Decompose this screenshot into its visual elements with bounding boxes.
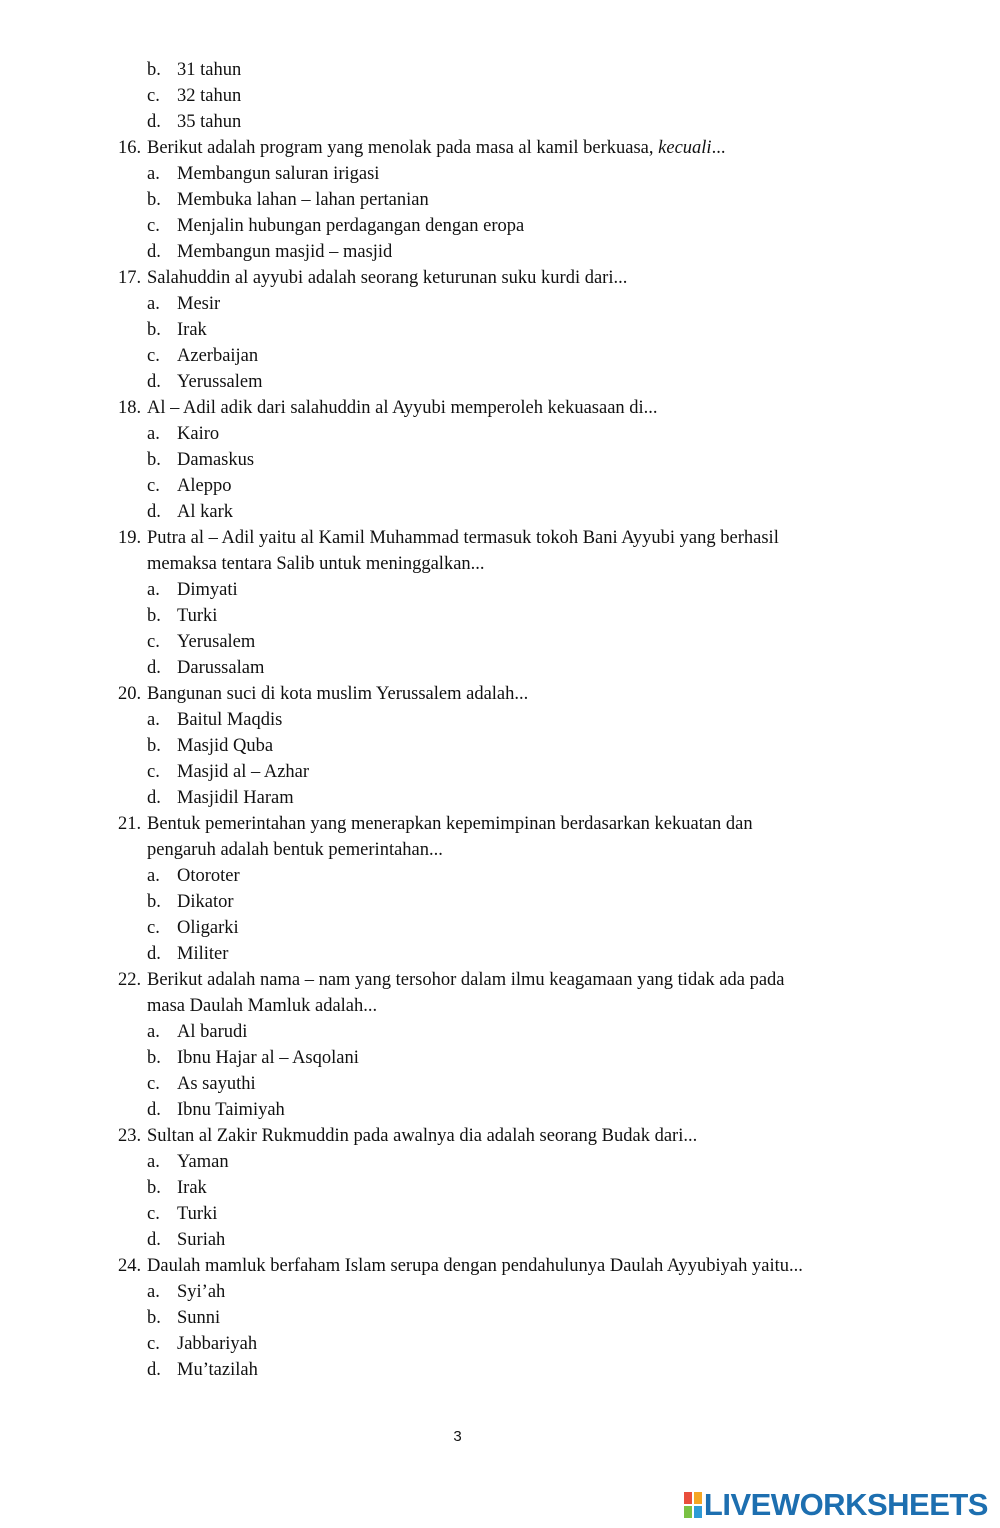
answer-option[interactable] xyxy=(0,1175,1000,1201)
answer-option[interactable] xyxy=(0,1331,1000,1357)
option-text: Dimyati xyxy=(177,580,238,600)
question-text-continued xyxy=(0,837,1000,863)
option-letter: d. xyxy=(147,1230,161,1250)
option-letter: c. xyxy=(147,918,160,938)
question-item xyxy=(0,135,1000,265)
option-letter: d. xyxy=(147,242,161,262)
question-text-main: Sultan al Zakir Rukmuddin pada awalnya dia adalah seorang Budak dari... xyxy=(147,1126,698,1146)
option-letter: b. xyxy=(147,1308,161,1328)
option-text: Yerussalem xyxy=(177,372,263,392)
option-text: Azerbaijan xyxy=(177,346,259,366)
option-letter: d. xyxy=(147,658,161,678)
option-letter: a. xyxy=(147,580,160,600)
question-text-main: Salahuddin al ayyubi adalah seorang keturunan suku kurdi dari... xyxy=(147,268,628,288)
question-text xyxy=(147,1123,697,1149)
option-text: Masjid Quba xyxy=(177,736,274,756)
option-text: Menjalin hubungan perdagangan dengan eropa xyxy=(177,216,525,236)
option-letter: c. xyxy=(147,1204,160,1224)
question-text-main: Bangunan suci di kota muslim Yerussalem adalah... xyxy=(147,684,529,704)
question-stem xyxy=(0,525,1000,551)
option-text: Oligarki xyxy=(177,918,239,938)
question-number: 16. xyxy=(118,138,142,158)
option-letter: d. xyxy=(147,788,161,808)
option-text: Suriah xyxy=(177,1230,226,1250)
logo-square-4 xyxy=(694,1506,702,1518)
answer-option[interactable] xyxy=(0,343,1000,369)
question-stem xyxy=(0,967,1000,993)
option-letter: c. xyxy=(147,476,160,496)
option-text: Irak xyxy=(177,1178,207,1198)
option-text: Membangun masjid – masjid xyxy=(177,242,393,262)
option-text: Kairo xyxy=(177,424,220,444)
answer-option[interactable] xyxy=(0,109,1000,135)
option-text: Yerusalem xyxy=(177,632,256,652)
option-text: Ibnu Taimiyah xyxy=(177,1100,285,1120)
option-text: Darussalam xyxy=(177,658,265,678)
question-text xyxy=(147,135,725,161)
option-letter: b. xyxy=(147,190,161,210)
answer-option[interactable] xyxy=(0,369,1000,395)
answer-option[interactable] xyxy=(0,915,1000,941)
answer-option[interactable] xyxy=(0,733,1000,759)
option-text: Militer xyxy=(177,944,229,964)
option-letter: b. xyxy=(147,606,161,626)
question-number: 21. xyxy=(118,814,142,834)
logo-square-2 xyxy=(694,1492,702,1504)
option-letter: b. xyxy=(147,1048,161,1068)
answer-option[interactable] xyxy=(0,1357,1000,1383)
option-text: Membuka lahan – lahan pertanian xyxy=(177,190,429,210)
answer-option[interactable] xyxy=(0,239,1000,265)
option-letter: a. xyxy=(147,424,160,444)
option-letter: c. xyxy=(147,1334,160,1354)
answer-option[interactable] xyxy=(0,317,1000,343)
option-letter: c. xyxy=(147,762,160,782)
option-letter: a. xyxy=(147,1152,160,1172)
question-text xyxy=(147,681,528,707)
answer-option[interactable] xyxy=(0,785,1000,811)
option-letter: b. xyxy=(147,736,161,756)
question-text-main: Daulah mamluk berfaham Islam serupa dengan pendahulunya Daulah Ayyubiyah yaitu... xyxy=(147,1256,803,1276)
answer-option[interactable] xyxy=(0,499,1000,525)
option-text: Aleppo xyxy=(177,476,232,496)
answer-option[interactable] xyxy=(0,1097,1000,1123)
question-item xyxy=(0,681,1000,811)
option-letter: b. xyxy=(147,60,161,80)
question-item xyxy=(0,1253,1000,1383)
question-item xyxy=(0,811,1000,967)
logo-square-1 xyxy=(684,1492,692,1504)
answer-option[interactable] xyxy=(0,1279,1000,1305)
option-text: Turki xyxy=(177,606,218,626)
option-text: Al barudi xyxy=(177,1022,248,1042)
option-letter: b. xyxy=(147,320,161,340)
option-text: Yaman xyxy=(177,1152,229,1172)
option-text: Sunni xyxy=(177,1308,221,1328)
option-text: Masjid al – Azhar xyxy=(177,762,310,782)
option-letter: a. xyxy=(147,164,160,184)
answer-option[interactable] xyxy=(0,83,1000,109)
option-letter: d. xyxy=(147,1100,161,1120)
question-item xyxy=(0,395,1000,525)
answer-option[interactable] xyxy=(0,603,1000,629)
answer-option[interactable] xyxy=(0,1149,1000,1175)
answer-option[interactable] xyxy=(0,213,1000,239)
question-stem xyxy=(0,135,1000,161)
option-text: Jabbariyah xyxy=(177,1334,258,1354)
question-item xyxy=(0,265,1000,395)
question-text xyxy=(147,1253,803,1279)
answer-option[interactable] xyxy=(0,629,1000,655)
option-letter: b. xyxy=(147,1178,161,1198)
question-stem xyxy=(0,1253,1000,1279)
question-stem xyxy=(0,681,1000,707)
answer-option[interactable] xyxy=(0,57,1000,83)
question-text-continued xyxy=(0,993,1000,1019)
question-text xyxy=(147,811,753,837)
question-text xyxy=(147,265,627,291)
question-stem xyxy=(0,811,1000,837)
option-text: 31 tahun xyxy=(177,60,242,80)
option-letter: a. xyxy=(147,1022,160,1042)
question-text xyxy=(147,395,658,421)
answer-option[interactable] xyxy=(0,1305,1000,1331)
answer-option[interactable] xyxy=(0,707,1000,733)
answer-option[interactable] xyxy=(0,759,1000,785)
answer-option[interactable] xyxy=(0,161,1000,187)
question-text-main: Berikut adalah program yang menolak pada masa al kamil berkuasa, xyxy=(147,138,659,158)
logo-square-3 xyxy=(684,1506,692,1518)
option-letter: c. xyxy=(147,1074,160,1094)
answer-option[interactable] xyxy=(0,1019,1000,1045)
liveworksheets-wordmark: LIVEWORKSHEETS xyxy=(703,1487,988,1522)
question-item xyxy=(0,525,1000,681)
option-text: Mesir xyxy=(177,294,221,314)
answer-option[interactable] xyxy=(0,291,1000,317)
question-number: 20. xyxy=(118,684,142,704)
liveworksheets-logo-icon xyxy=(684,1492,702,1518)
option-text: Mu’tazilah xyxy=(177,1360,258,1380)
answer-option[interactable] xyxy=(0,421,1000,447)
answer-option[interactable] xyxy=(0,1045,1000,1071)
liveworksheets-logo xyxy=(684,1487,988,1522)
option-text: Dikator xyxy=(177,892,234,912)
answer-option[interactable] xyxy=(0,863,1000,889)
question-text-main: Bentuk pemerintahan yang menerapkan kepemimpinan berdasarkan kekuatan dan xyxy=(147,814,753,834)
answer-option[interactable] xyxy=(0,941,1000,967)
option-letter: a. xyxy=(147,710,160,730)
option-letter: b. xyxy=(147,450,161,470)
question-number: 24. xyxy=(118,1256,142,1276)
question-suffix: ... xyxy=(711,138,726,158)
question-number: 18. xyxy=(118,398,142,418)
option-text: Baitul Maqdis xyxy=(177,710,283,730)
question-number: 22. xyxy=(118,970,142,990)
option-letter: d. xyxy=(147,372,161,392)
answer-option[interactable] xyxy=(0,447,1000,473)
question-text-line2: masa Daulah Mamluk adalah... xyxy=(147,996,378,1016)
question-text xyxy=(147,525,779,551)
option-letter: d. xyxy=(147,112,161,132)
option-text: As sayuthi xyxy=(177,1074,256,1094)
option-text: 35 tahun xyxy=(177,112,242,132)
option-letter: c. xyxy=(147,632,160,652)
question-text-main: Berikut adalah nama – nam yang tersohor dalam ilmu keagamaan yang tidak ada pada xyxy=(147,970,785,990)
question-stem xyxy=(0,395,1000,421)
question-emphasis: kecuali xyxy=(658,138,712,158)
option-letter: c. xyxy=(147,216,160,236)
option-text: Irak xyxy=(177,320,207,340)
option-text: Al kark xyxy=(177,502,233,522)
option-letter: b. xyxy=(147,892,161,912)
question-text xyxy=(147,967,785,993)
answer-option[interactable] xyxy=(0,473,1000,499)
question-text-continued xyxy=(0,551,1000,577)
answer-option[interactable] xyxy=(0,577,1000,603)
option-text: Otoroter xyxy=(177,866,240,886)
option-text: Turki xyxy=(177,1204,218,1224)
option-text: Membangun saluran irigasi xyxy=(177,164,380,184)
option-letter: c. xyxy=(147,346,160,366)
option-text: Masjidil Haram xyxy=(177,788,294,808)
worksheet-page xyxy=(0,57,1000,1383)
option-letter: a. xyxy=(147,866,160,886)
option-text: Ibnu Hajar al – Asqolani xyxy=(177,1048,359,1068)
option-letter: d. xyxy=(147,1360,161,1380)
question-text-line2: pengaruh adalah bentuk pemerintahan... xyxy=(147,840,443,860)
question-text-main: Al – Adil adik dari salahuddin al Ayyubi memperoleh kekuasaan di... xyxy=(147,398,658,418)
option-letter: a. xyxy=(147,294,160,314)
answer-option[interactable] xyxy=(0,889,1000,915)
option-text: 32 tahun xyxy=(177,86,242,106)
option-letter: d. xyxy=(147,944,161,964)
answer-option[interactable] xyxy=(0,655,1000,681)
question-number: 23. xyxy=(118,1126,142,1146)
option-text: Damaskus xyxy=(177,450,255,470)
page-number: 3 xyxy=(453,1428,462,1445)
question-item xyxy=(0,1123,1000,1253)
option-letter: a. xyxy=(147,1282,160,1302)
question-number: 19. xyxy=(118,528,142,548)
question-stem xyxy=(0,265,1000,291)
answer-option[interactable] xyxy=(0,1227,1000,1253)
question-stem xyxy=(0,1123,1000,1149)
question-item xyxy=(0,967,1000,1123)
question-text-line2: memaksa tentara Salib untuk meninggalkan... xyxy=(147,554,485,574)
question-text-main: Putra al – Adil yaitu al Kamil Muhammad termasuk tokoh Bani Ayyubi yang berhasil xyxy=(147,528,779,548)
option-letter: c. xyxy=(147,86,160,106)
answer-option[interactable] xyxy=(0,1201,1000,1227)
option-letter: d. xyxy=(147,502,161,522)
question-number: 17. xyxy=(118,268,142,288)
answer-option[interactable] xyxy=(0,187,1000,213)
answer-option[interactable] xyxy=(0,1071,1000,1097)
option-text: Syi’ah xyxy=(177,1282,226,1302)
